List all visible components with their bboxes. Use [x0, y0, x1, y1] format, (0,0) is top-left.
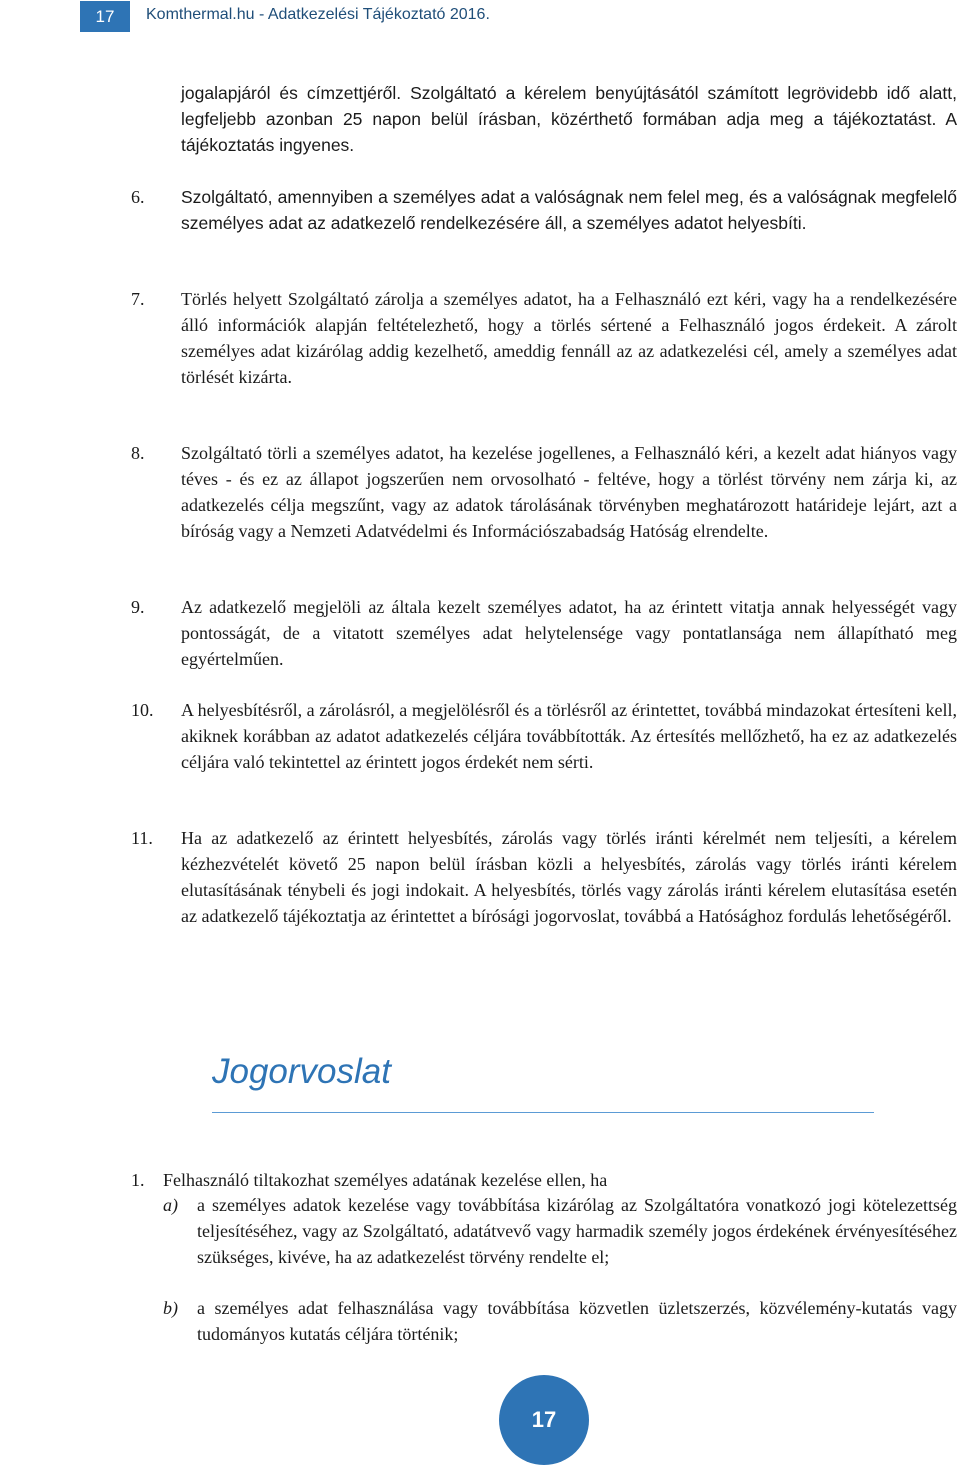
heading-underline — [212, 1112, 874, 1113]
page-header — [0, 0, 960, 32]
item-text: Ha az adatkezelő az érintett helyesbítés, zárolás vagy törlés iránti kérelmét nem teljesíti, a kérelem kézhezvételét követő 25 napon belül írásban közli a helyesbítés, zárolás vagy törlés iránti kérelem elutasításának ténybeli és jogi indokait. A helyesbítés, törlés vagy zárolás iránti kérelem elutasítása esetén az adatkezelő tájékoztatja az érintettet a bírósági jogorvoslat, továbbá a Hatósághoz fordulás lehetőségéről. — [181, 828, 957, 926]
footer-page-number: 17 — [499, 1375, 589, 1465]
header-title: Komthermal.hu - Adatkezelési Tájékoztató 2016. — [146, 6, 490, 23]
sub-item-letter: b) — [163, 1298, 178, 1318]
item-number: 1. — [131, 1170, 145, 1190]
item-text: Az adatkezelő megjelöli az általa kezelt személyes adatot, ha az érintett vitatja annak helyességét vagy pontosságát, de a vitatott személyes adat helytelensége vagy pontatlansága nem állapítható meg egyértelműen. — [181, 597, 957, 669]
sub-item-text: a személyes adatok kezelése vagy továbbítása kizárólag az Szolgáltatóra vonatkozó jogi kötelezettség teljesítéséhez, vagy az Szolgáltató, adatátvevő vagy harmadik személy jogos érdekének érvényesítéséhez szükséges, kivéve, ha az adatkezelést törvény rendelte el; — [197, 1195, 957, 1267]
sub-item-letter: a) — [163, 1195, 178, 1215]
sub-item-text: a személyes adat felhasználása vagy továbbítása közvetlen üzletszerzés, közvélemény-kutatás vagy tudományos kutatás céljára történik; — [197, 1298, 957, 1344]
item-number: 7. — [131, 289, 145, 309]
item-number: 9. — [131, 597, 145, 617]
item-number: 11. — [131, 828, 153, 848]
section-heading: Jogorvoslat — [212, 1052, 391, 1091]
item-text: Szolgáltató, amennyiben a személyes adat a valóságnak nem felel meg, és a valóságnak megfelelő személyes adat az adatkezelő rendelkezésére áll, a személyes adatot helyesbíti. — [181, 187, 957, 233]
item-number: 10. — [131, 700, 154, 720]
item-number: 8. — [131, 443, 145, 463]
item-text: Szolgáltató törli a személyes adatot, ha kezelése jogellenes, a Felhasználó kéri, a kezelt adat hiányos vagy téves - és ez az állapot jogszerűen nem orvosolható - feltéve, hogy a törlést törvény nem zárja ki, az adatkezelés célja megszűnt, vagy az adatok tárolásának törvényben meghatározott határideje lejárt, azt a bíróság vagy a Nemzeti Adatvédelmi és Információszabadság Hatóság elrendelte. — [181, 443, 957, 541]
item-text: A helyesbítésről, a zárolásról, a megjelölésről és a törlésről az érintettet, továbbá mindazokat értesíteni kell, akiknek korábban az adatot adatkezelés céljára továbbították. Az értesítés mellőzhető, ha ez az adatkezelés céljára való tekintettel az érintett jogos érdekét nem sérti. — [181, 700, 957, 772]
item-number: 6. — [131, 187, 145, 207]
item-text: Felhasználó tiltakozhat személyes adatának kezelése ellen, ha — [163, 1170, 608, 1190]
item-text: Törlés helyett Szolgáltató zárolja a személyes adatot, ha a Felhasználó ezt kéri, vagy ha a rendelkezésére álló információk alapján feltételezhető, hogy a törlés sértené a Felhasználó jogos érdekeit. A zárolt személyes adat kizárólag addig kezelhető, ameddig fennáll az az adatkezelési cél, amely a személyes adat törlését kizárta. — [181, 289, 957, 387]
continuation-paragraph: jogalapjáról és címzettjéről. Szolgáltató a kérelem benyújtásától számított legrövidebb idő alatt, legfeljebb azonban 25 napon belül írásban, közérthető formában adja meg a tájékoztatást. A tájékoztatás ingyenes. — [181, 83, 957, 155]
header-page-number: 17 — [80, 1, 130, 32]
